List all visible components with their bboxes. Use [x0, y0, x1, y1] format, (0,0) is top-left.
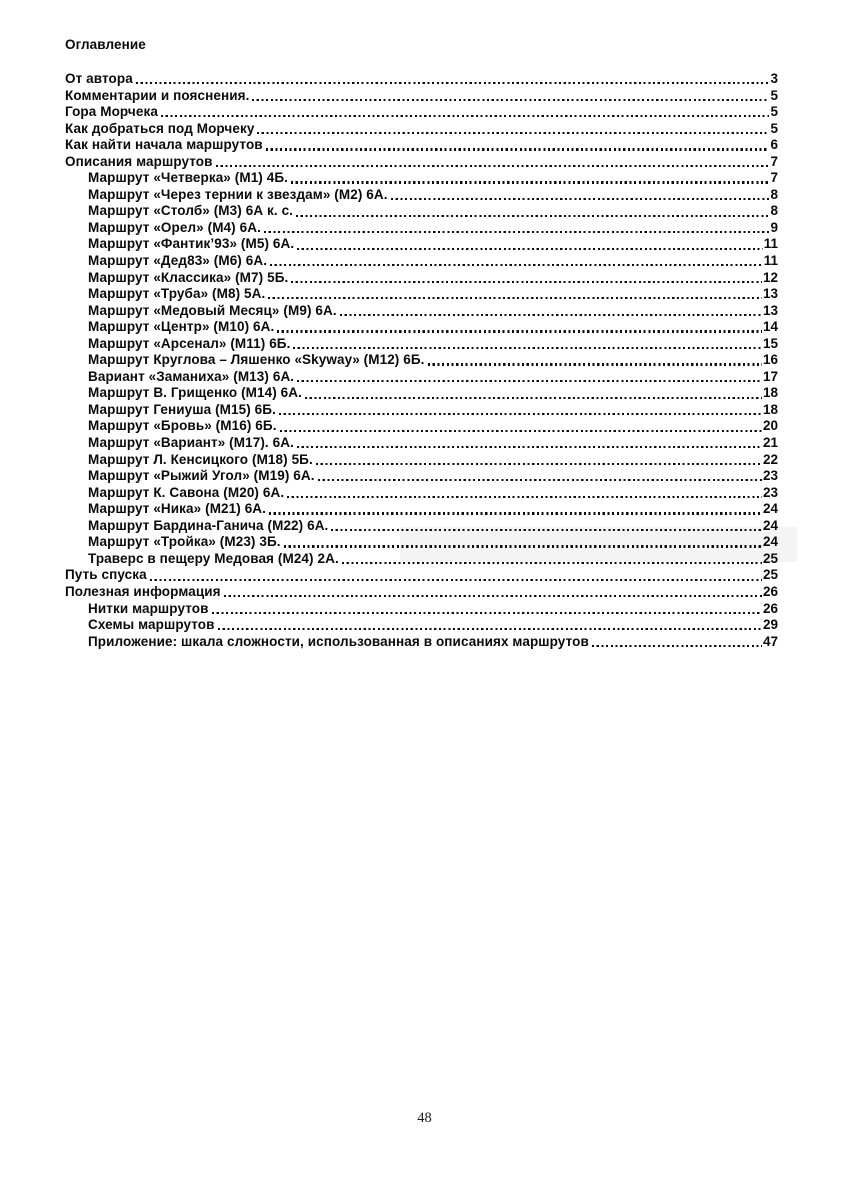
dot-leader [279, 413, 762, 415]
toc-page-number: 24 [762, 517, 778, 533]
dot-leader [391, 198, 770, 200]
toc-entry-label: Маршрут «Бровь» (М16) 6Б. [88, 418, 277, 434]
dot-leader [216, 165, 770, 167]
toc-entry-label: Маршрут «Вариант» (М17). 6А. [88, 435, 294, 451]
toc-entry[interactable] [65, 236, 778, 253]
toc-page-number: 8 [770, 186, 778, 202]
toc-entry-label: Как добраться под Морчеку [65, 120, 255, 136]
toc-entry-label: Маршрут «Медовый Месяц» (М9) 6А. [88, 302, 337, 318]
toc-entry[interactable] [65, 551, 778, 568]
toc-entry[interactable] [65, 567, 778, 584]
toc-page-number: 24 [762, 501, 778, 517]
toc-page-number: 23 [762, 468, 778, 484]
toc-page-number: 8 [770, 203, 778, 219]
toc-entry-label: Нитки маршрутов [88, 600, 209, 616]
toc-entry-label: Вариант «Заманиха» (М13) 6А. [88, 368, 295, 384]
toc-page-number: 21 [762, 435, 778, 451]
dot-leader [297, 446, 762, 448]
toc-entry-label: Маршрут «Фантик’93» (М5) 6А. [88, 236, 295, 252]
toc-page-number: 22 [762, 451, 778, 467]
toc-entry-label: Маршрут «Труба» (М8) 5А. [88, 286, 266, 302]
toc-entry-label: Маршрут «Дед83» (М6) 6А. [88, 253, 268, 269]
toc-page-number: 5 [770, 120, 778, 136]
toc-entry-label: Описания маршрутов [65, 153, 213, 169]
toc-entry[interactable] [65, 501, 778, 518]
toc-entry[interactable] [65, 154, 778, 171]
toc-entry[interactable] [65, 71, 778, 88]
dot-leader [212, 612, 762, 614]
toc-page-number: 3 [770, 71, 778, 86]
dot-leader [224, 595, 762, 597]
toc-entry-label: Маршрут «Классика» (М7) 5Б. [88, 269, 289, 285]
toc-page-number: 7 [770, 170, 778, 186]
dot-leader [264, 231, 770, 233]
toc-entry[interactable] [65, 452, 778, 469]
dot-leader [150, 579, 762, 581]
toc-page-number: 47 [762, 633, 778, 649]
dot-leader [257, 132, 769, 134]
toc-entry[interactable] [65, 319, 778, 336]
toc-page-number: 11 [763, 253, 778, 269]
toc-entry[interactable] [65, 402, 778, 419]
toc-page-number: 24 [762, 534, 778, 550]
toc-entry[interactable] [65, 187, 778, 204]
toc-entry[interactable] [65, 203, 778, 220]
dot-leader [316, 463, 762, 465]
toc-page-number: 5 [770, 87, 778, 103]
toc-entry[interactable] [65, 270, 778, 287]
toc-entry-label: Маршрут Л. Кенсицкого (М18) 5Б. [88, 451, 313, 467]
toc-entry-label: Маршрут «Тройка» (М23) 3Б. [88, 534, 281, 550]
toc-entry-label: Маршрут К. Савона (М20) 6А. [88, 484, 285, 500]
toc-page-number: 29 [762, 617, 778, 633]
toc-entry-label: Маршрут «Ника» (М21) 6А. [88, 501, 267, 517]
toc-entry[interactable] [65, 634, 778, 651]
dot-leader [291, 181, 769, 183]
toc-entry-label: Маршрут «Арсенал» (М11) 6Б. [88, 335, 291, 351]
footer-page-number: 48 [417, 1110, 432, 1126]
toc-entry[interactable] [65, 253, 778, 270]
toc-entry-label: Маршрут Бардина-Ганича (М22) 6А. [88, 517, 329, 533]
toc-entry-label: Маршрут «Рыжий Угол» (М19) 6А. [88, 468, 315, 484]
dot-leader [297, 248, 763, 250]
dot-leader [340, 314, 762, 316]
toc-entry-label: Маршрут Круглова – Ляшенко «Skyway» (М12) 6Б. [88, 352, 425, 368]
toc-page-number: 7 [770, 153, 778, 169]
toc-entry[interactable] [65, 534, 778, 551]
toc-entry-label: Маршрут Гениуша (М15) 6Б. [88, 401, 276, 417]
toc-page-number: 12 [762, 269, 778, 285]
toc-entry[interactable] [65, 88, 778, 105]
dot-leader [331, 529, 762, 531]
dot-leader [284, 545, 762, 547]
toc-entry-label: Полезная информация [65, 583, 221, 599]
dot-leader [268, 297, 762, 299]
toc-page-number: 23 [762, 484, 778, 500]
toc-page-number: 15 [762, 335, 778, 351]
dot-leader [270, 264, 763, 266]
toc-page-number: 14 [762, 319, 778, 335]
dot-leader [218, 628, 762, 630]
toc-entry-label: Маршрут «Четверка» (М1) 4Б. [88, 170, 289, 186]
toc-entry[interactable] [65, 418, 778, 435]
toc-entry[interactable] [65, 121, 778, 138]
toc-page-number: 26 [762, 600, 778, 616]
dot-leader [293, 347, 762, 349]
page-title: Оглавление [65, 37, 146, 52]
toc-page-number: 11 [763, 236, 778, 252]
dot-leader [428, 363, 762, 365]
toc-entry[interactable] [65, 584, 778, 601]
dot-leader [291, 281, 762, 283]
toc-page-number: 16 [762, 352, 778, 368]
toc-entry-label: Маршрут В. Грищенко (М14) 6А. [88, 385, 302, 401]
toc-entry-label: Схемы маршрутов [88, 617, 215, 633]
toc-entry-label: Путь спуска [65, 567, 147, 583]
toc-entry-label: Маршрут «Орел» (М4) 6А. [88, 219, 261, 235]
toc-entry[interactable] [65, 137, 778, 154]
toc-entry[interactable] [65, 617, 778, 634]
toc-entry[interactable] [65, 352, 778, 369]
dot-leader [287, 496, 762, 498]
toc-entry[interactable] [65, 170, 778, 187]
toc-entry-label: Как найти начала маршрутов [65, 137, 263, 153]
toc-page-number: 25 [762, 567, 778, 583]
toc-entry[interactable] [65, 369, 778, 386]
dot-leader [161, 115, 770, 117]
dot-leader [280, 430, 762, 432]
toc-page-number: 25 [762, 550, 778, 566]
toc-page-number: 13 [762, 286, 778, 302]
toc-entry[interactable] [65, 286, 778, 303]
toc-entry[interactable] [65, 220, 778, 237]
toc-entry-label: Маршрут «Через тернии к звездам» (М2) 6А. [88, 186, 388, 202]
toc-entry-label: От автора [65, 71, 133, 86]
toc-page-number: 13 [762, 302, 778, 318]
dot-leader [305, 397, 762, 399]
toc-entry-label: Комментарии и пояснения. [65, 87, 250, 103]
toc-entry[interactable] [65, 435, 778, 452]
dot-leader [136, 82, 770, 84]
dot-leader [277, 330, 762, 332]
toc-page-number: 9 [770, 219, 778, 235]
toc-entry[interactable] [65, 601, 778, 618]
dot-leader [266, 148, 770, 150]
toc-entry[interactable] [65, 336, 778, 353]
toc-entry[interactable] [65, 518, 778, 535]
dot-leader [318, 479, 762, 481]
toc-entry-label: Приложение: шкала сложности, использованная в описаниях маршрутов [88, 633, 589, 649]
toc-entry-label: Маршрут «Центр» (М10) 6А. [88, 319, 275, 335]
dot-leader [592, 645, 762, 647]
toc-page-number: 17 [762, 368, 778, 384]
toc-entry-label: Маршрут «Столб» (М3) 6А к. с. [88, 203, 294, 219]
dot-leader [297, 380, 762, 382]
toc-page-number: 5 [770, 104, 778, 120]
toc-entry[interactable] [65, 104, 778, 121]
toc-page-number: 18 [762, 401, 778, 417]
toc-entry-label: Гора Морчека [65, 104, 158, 120]
dot-leader [342, 562, 762, 564]
toc-page-number: 26 [762, 583, 778, 599]
toc-entry[interactable] [65, 303, 778, 320]
toc-entry-label: Траверс в пещеру Медовая (М24) 2А. [88, 550, 339, 566]
dot-leader [269, 512, 762, 514]
toc-page-number: 20 [762, 418, 778, 434]
dot-leader [252, 99, 769, 101]
toc-entry[interactable] [65, 385, 778, 402]
dot-leader [296, 215, 769, 217]
toc-entry[interactable] [65, 485, 778, 502]
toc-page-number: 18 [762, 385, 778, 401]
toc-list [65, 71, 778, 650]
toc-page-number: 6 [770, 137, 778, 153]
toc-entry[interactable] [65, 468, 778, 485]
